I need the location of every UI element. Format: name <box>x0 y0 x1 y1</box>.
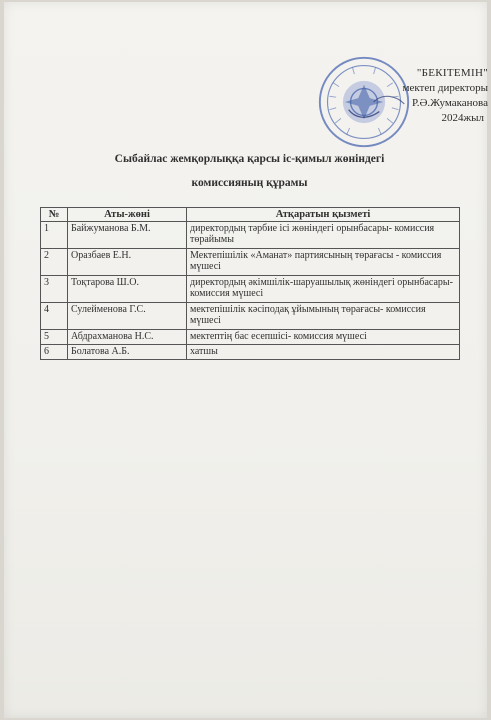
row-number: 3 <box>41 276 68 303</box>
approval-name: Р.Ә.Жумаканова <box>411 97 488 109</box>
row-role: хатшы <box>187 345 460 360</box>
table-header-row <box>41 208 460 222</box>
row-name: Оразбаев Е.Н. <box>68 249 187 276</box>
approval-position: мектеп директоры <box>402 82 488 94</box>
row-name: Сулейменова Г.С. <box>68 303 187 330</box>
document-title: Сыбайлас жемқорлыққа қарсы іс-қимыл жөніндегі <box>114 153 385 165</box>
header-name: Аты-жөні <box>68 208 187 222</box>
row-role: директордың әкімшілік-шаруашылық жөніндегі орынбасары- комиссия мүшесі <box>187 276 460 303</box>
row-name: Абдрахманова Н.С. <box>68 330 187 345</box>
row-number: 2 <box>41 249 68 276</box>
row-role: мектепішілік кәсіподақ ұйымының төрағасы- комиссия мүшесі <box>187 303 460 330</box>
row-number: 1 <box>41 222 68 249</box>
approval-title: "БЕКІТЕМІН" <box>416 67 488 79</box>
row-name: Тоқтарова Ш.О. <box>68 276 187 303</box>
row-role: мектептің бас есепшісі- комиссия мүшесі <box>187 330 460 345</box>
document-page <box>4 2 487 718</box>
row-role: Мектепішілік «Аманат» партиясының төрағасы - комиссия мүшесі <box>187 249 460 276</box>
header-number: № <box>41 208 68 222</box>
table-row <box>41 276 460 303</box>
approval-block <box>376 66 488 126</box>
row-role: директордың тәрбие ісі жөніндегі орынбасары- комиссия төрайымы <box>187 222 460 249</box>
row-number: 4 <box>41 303 68 330</box>
row-name: Байжуманова Б.М. <box>68 222 187 249</box>
document-subtitle: комиссияның құрамы <box>191 177 308 189</box>
table-row <box>41 249 460 276</box>
table-row <box>41 330 460 345</box>
row-number: 6 <box>41 345 68 360</box>
table-row <box>41 345 460 360</box>
row-name: Болатова А.Б. <box>68 345 187 360</box>
table-row <box>41 303 460 330</box>
row-number: 5 <box>41 330 68 345</box>
commission-table <box>40 207 460 360</box>
header-role: Атқаратын қызметі <box>187 208 460 222</box>
table-row <box>41 222 460 249</box>
approval-date: 2024жыл <box>441 112 484 124</box>
